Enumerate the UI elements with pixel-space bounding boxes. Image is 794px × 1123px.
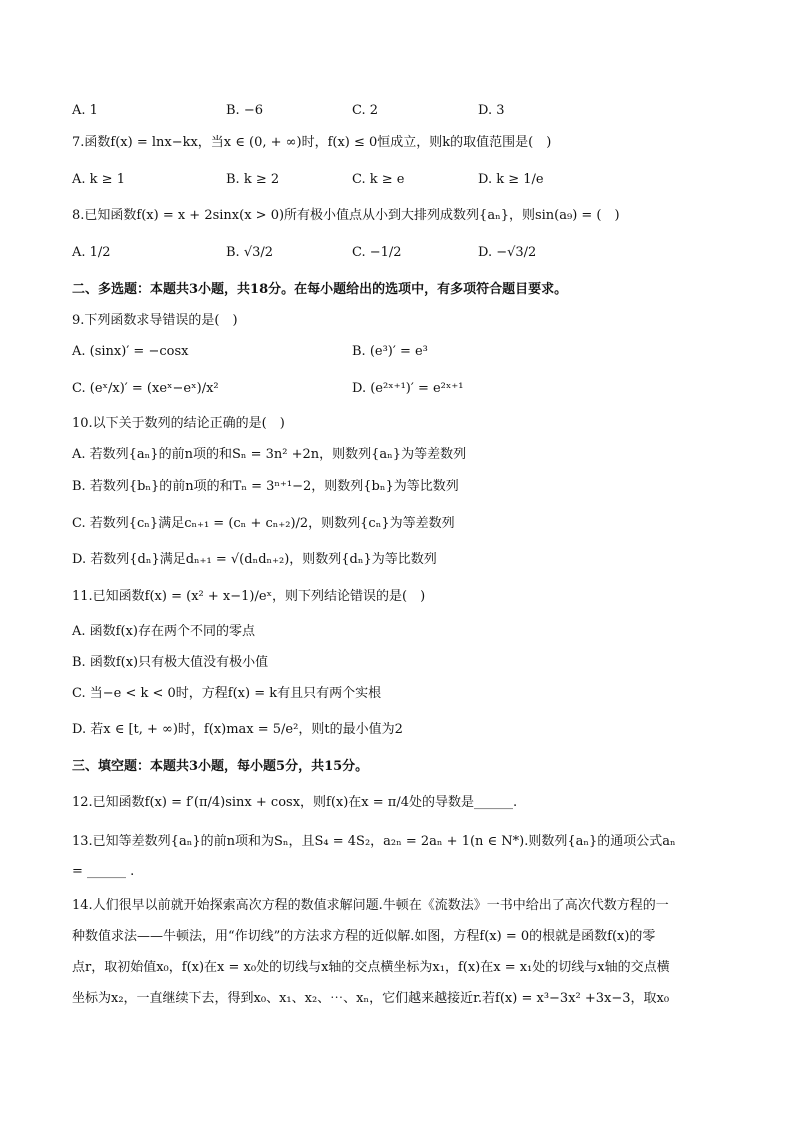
q8-option-c: C. −1/2 (352, 245, 402, 260)
q8-option-a: A. 1/2 (72, 245, 111, 260)
question-8-stem: 8.已知函数f(x) = x + 2sinx(x > 0)所有极小值点从小到大排列成数列{aₙ}，则sin(a₉) = ( ) (72, 208, 620, 223)
q10-option-d: D. 若数列{dₙ}满足dₙ₊₁ = √(dₙdₙ₊₂)，则数列{dₙ}为等比数列 (72, 552, 437, 567)
question-13-line-1: 13.已知等差数列{aₙ}的前n项和为Sₙ，且S₄ = 4S₂，a₂ₙ = 2aₙ + 1(n ∈ N*).则数列{aₙ}的通项公式aₙ (72, 834, 676, 849)
question-14-line-1: 14.人们很早以前就开始探索高次方程的数值求解问题.牛顿在《流数法》一书中给出了高次代数方程的一 (72, 898, 669, 913)
q10-option-c: C. 若数列{cₙ}满足cₙ₊₁ = (cₙ + cₙ₊₂)/2，则数列{cₙ}为等差数列 (72, 516, 455, 531)
question-14-line-3: 点r，取初始值x₀，f(x)在x = x₀处的切线与x轴的交点横坐标为x₁，f(x)在x = x₁处的切线与x轴的交点横 (72, 960, 670, 975)
q6-option-b: B. −6 (226, 103, 263, 118)
q11-option-d: D. 若x ∈ [t, + ∞)时，f(x)max = 5/e²，则t的最小值为2 (72, 722, 403, 737)
q11-option-a: A. 函数f(x)存在两个不同的零点 (72, 624, 255, 639)
q7-option-d: D. k ≥ 1/e (478, 172, 544, 187)
question-14-line-2: 种数值求法——牛顿法，用“作切线”的方法求方程的近似解.如图，方程f(x) = 0的根就是函数f(x)的零 (72, 929, 656, 944)
question-10-stem: 10.以下关于数列的结论正确的是( ) (72, 416, 285, 431)
section-3-heading: 三、填空题：本题共3小题，每小题5分，共15分。 (72, 759, 369, 774)
q6-option-a: A. 1 (72, 103, 98, 118)
q11-option-b: B. 函数f(x)只有极大值没有极小值 (72, 655, 269, 670)
q10-option-b: B. 若数列{bₙ}的前n项的和Tₙ = 3ⁿ⁺¹−2，则数列{bₙ}为等比数列 (72, 479, 459, 494)
q6-option-c: C. 2 (352, 103, 379, 118)
q7-option-a: A. k ≥ 1 (72, 172, 125, 187)
q9-option-a: A. (sinx)′ = −cosx (72, 344, 189, 359)
question-13-line-2: = ______ . (72, 864, 135, 879)
question-14-line-4: 坐标为x₂，一直继续下去，得到x₀、x₁、x₂、⋯、xₙ，它们越来越接近r.若f(x) = x³−3x² +3x−3，取x₀ (72, 991, 670, 1006)
section-2-heading: 二、多选题：本题共3小题，共18分。在每小题给出的选项中，有多项符合题目要求。 (72, 282, 568, 297)
q10-option-a: A. 若数列{aₙ}的前n项的和Sₙ = 3n² +2n，则数列{aₙ}为等差数列 (72, 447, 467, 462)
q9-option-d: D. (e²ˣ⁺¹)′ = e²ˣ⁺¹ (352, 381, 464, 396)
question-9-stem: 9.下列函数求导错误的是( ) (72, 313, 238, 328)
q9-option-c: C. (eˣ/x)′ = (xeˣ−eˣ)/x² (72, 381, 219, 396)
q8-option-b: B. √3/2 (226, 245, 274, 260)
question-11-stem: 11.已知函数f(x) = (x² + x−1)/eˣ，则下列结论错误的是( ) (72, 589, 426, 604)
q9-option-b: B. (e³)′ = e³ (352, 344, 428, 359)
question-12: 12.已知函数f(x) = f′(π/4)sinx + cosx，则f(x)在x = π/4处的导数是______. (72, 795, 518, 810)
q8-option-d: D. −√3/2 (478, 245, 537, 260)
question-7-stem: 7.函数f(x) = lnx−kx，当x ∈ (0, + ∞)时，f(x) ≤ 0恒成立，则k的取值范围是( ) (72, 135, 552, 150)
q11-option-c: C. 当−e < k < 0时，方程f(x) = k有且只有两个实根 (72, 686, 382, 701)
q7-option-c: C. k ≥ e (352, 172, 405, 187)
q7-option-b: B. k ≥ 2 (226, 172, 280, 187)
q6-option-d: D. 3 (478, 103, 505, 118)
